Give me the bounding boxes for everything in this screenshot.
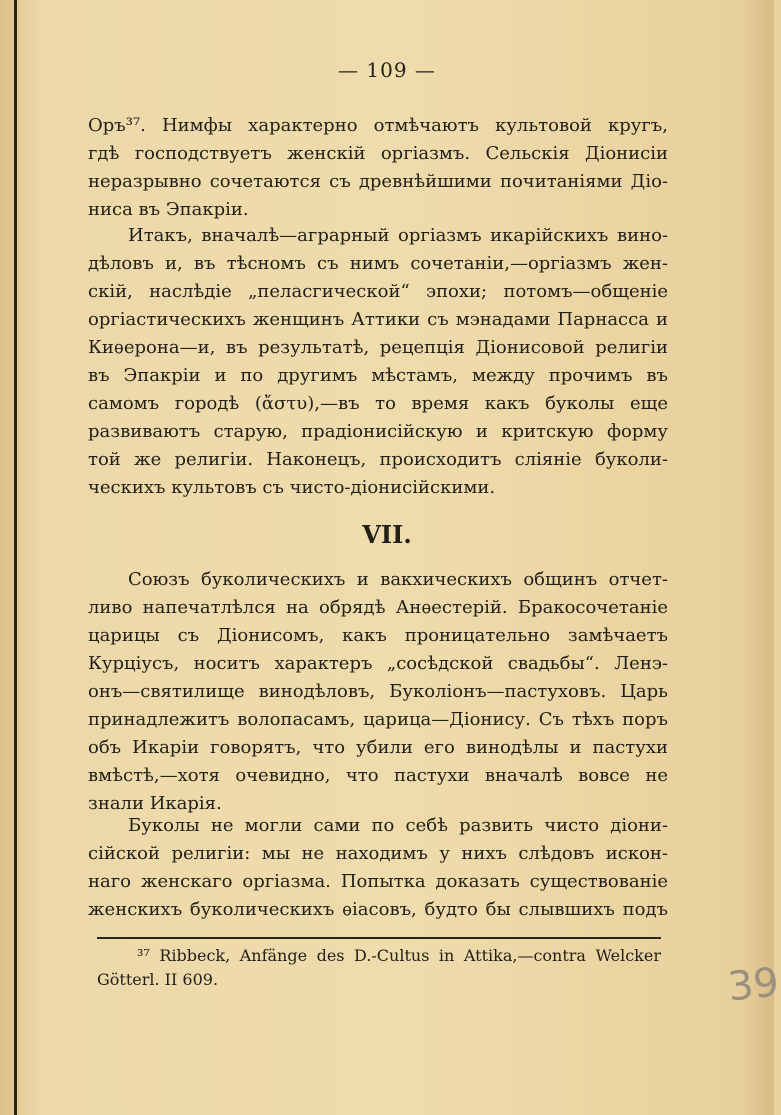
footnote (97, 944, 661, 992)
text-line: скій, наслѣдіе „пеласгической“ эпохи; потомъ—общеніе (88, 281, 668, 302)
text-line: женскихъ буколическихъ ѳіасовъ, будто бы слывшихъ подъ (88, 899, 668, 920)
footnote-divider (97, 937, 661, 939)
text-line: неразрывно сочетаются съ древнѣйшими почитаніями Діо- (88, 171, 668, 192)
text-line: Буколы не могли сами по себѣ развить чисто діони- (128, 815, 668, 836)
text-line: дѣловъ и, въ тѣсномъ съ нимъ сочетаніи,—оргіазмъ жен- (88, 253, 668, 274)
text-line: самомъ городѣ (ἄστυ),—въ то время какъ буколы еще (88, 393, 668, 414)
text-line: той же религіи. Наконецъ, происходитъ сліяніе буколи- (88, 449, 668, 470)
footnote-line: Götterl. II 609. (97, 970, 219, 989)
text-line: вмѣстѣ,—хотя очевидно, что пастухи вначалѣ вовсе не (88, 765, 668, 786)
footnote-line: ³⁷ Ribbeck, Anfänge des D.-Cultus in Attika,—contra Welcker (137, 946, 661, 965)
text-line: гдѣ господствуетъ женскій оргіазмъ. Сельскія Діонисіи (88, 143, 668, 164)
text-line: ческихъ культовъ съ чисто-діонисійскими. (88, 477, 496, 498)
text-line: ниса въ Эпакріи. (88, 199, 249, 220)
text-line: Союзъ буколическихъ и вакхическихъ общинъ отчет- (128, 569, 668, 590)
text-line: сійской религіи: мы не находимъ у нихъ слѣдовъ искон- (88, 843, 668, 864)
page-spine-edge (14, 0, 17, 1115)
paragraph-4 (88, 812, 668, 924)
text-line: царицы съ Діонисомъ, какъ проницательно замѣчаетъ (88, 625, 668, 646)
text-line: онъ—святилище винодѣловъ, Буколіонъ—пастуховъ. Царь (88, 681, 668, 702)
text-line: Киѳерона—и, въ результатѣ, рецепція Діонисовой религіи (88, 337, 668, 358)
paragraph-1 (88, 112, 668, 224)
section-heading: VII. (362, 520, 412, 549)
text-line: развиваютъ старую, прадіонисійскую и критскую форму (88, 421, 668, 442)
text-line: оргіастическихъ женщинъ Аттики съ мэнадами Парнасса и (88, 309, 668, 330)
text-line: въ Эпакріи и по другимъ мѣстамъ, между прочимъ въ (88, 365, 668, 386)
page-number: — 109 — (338, 58, 436, 82)
paragraph-3 (88, 566, 668, 818)
text-line: знали Икарія. (88, 793, 222, 814)
pencil-annotation: 39 (725, 959, 781, 1011)
text-line: Итакъ, вначалѣ—аграрный оргіазмъ икарійскихъ вино- (128, 225, 668, 246)
text-line: принадлежитъ волопасамъ, царица—Діонису. Съ тѣхъ поръ (88, 709, 668, 730)
text-line: ливо напечатлѣлся на обрядѣ Анѳестерій. Бракосочетаніе (88, 597, 668, 618)
text-line: наго женскаго оргіазма. Попытка доказать существованіе (88, 871, 668, 892)
text-line: Оръ³⁷. Нимфы характерно отмѣчаютъ культовой кругъ, (88, 115, 668, 136)
paragraph-2 (88, 222, 668, 502)
text-line: объ Икаріи говорятъ, что убили его винодѣлы и пастухи (88, 737, 668, 758)
text-line: Курціусъ, носитъ характеръ „сосѣдской свадьбы“. Ленэ- (88, 653, 668, 674)
